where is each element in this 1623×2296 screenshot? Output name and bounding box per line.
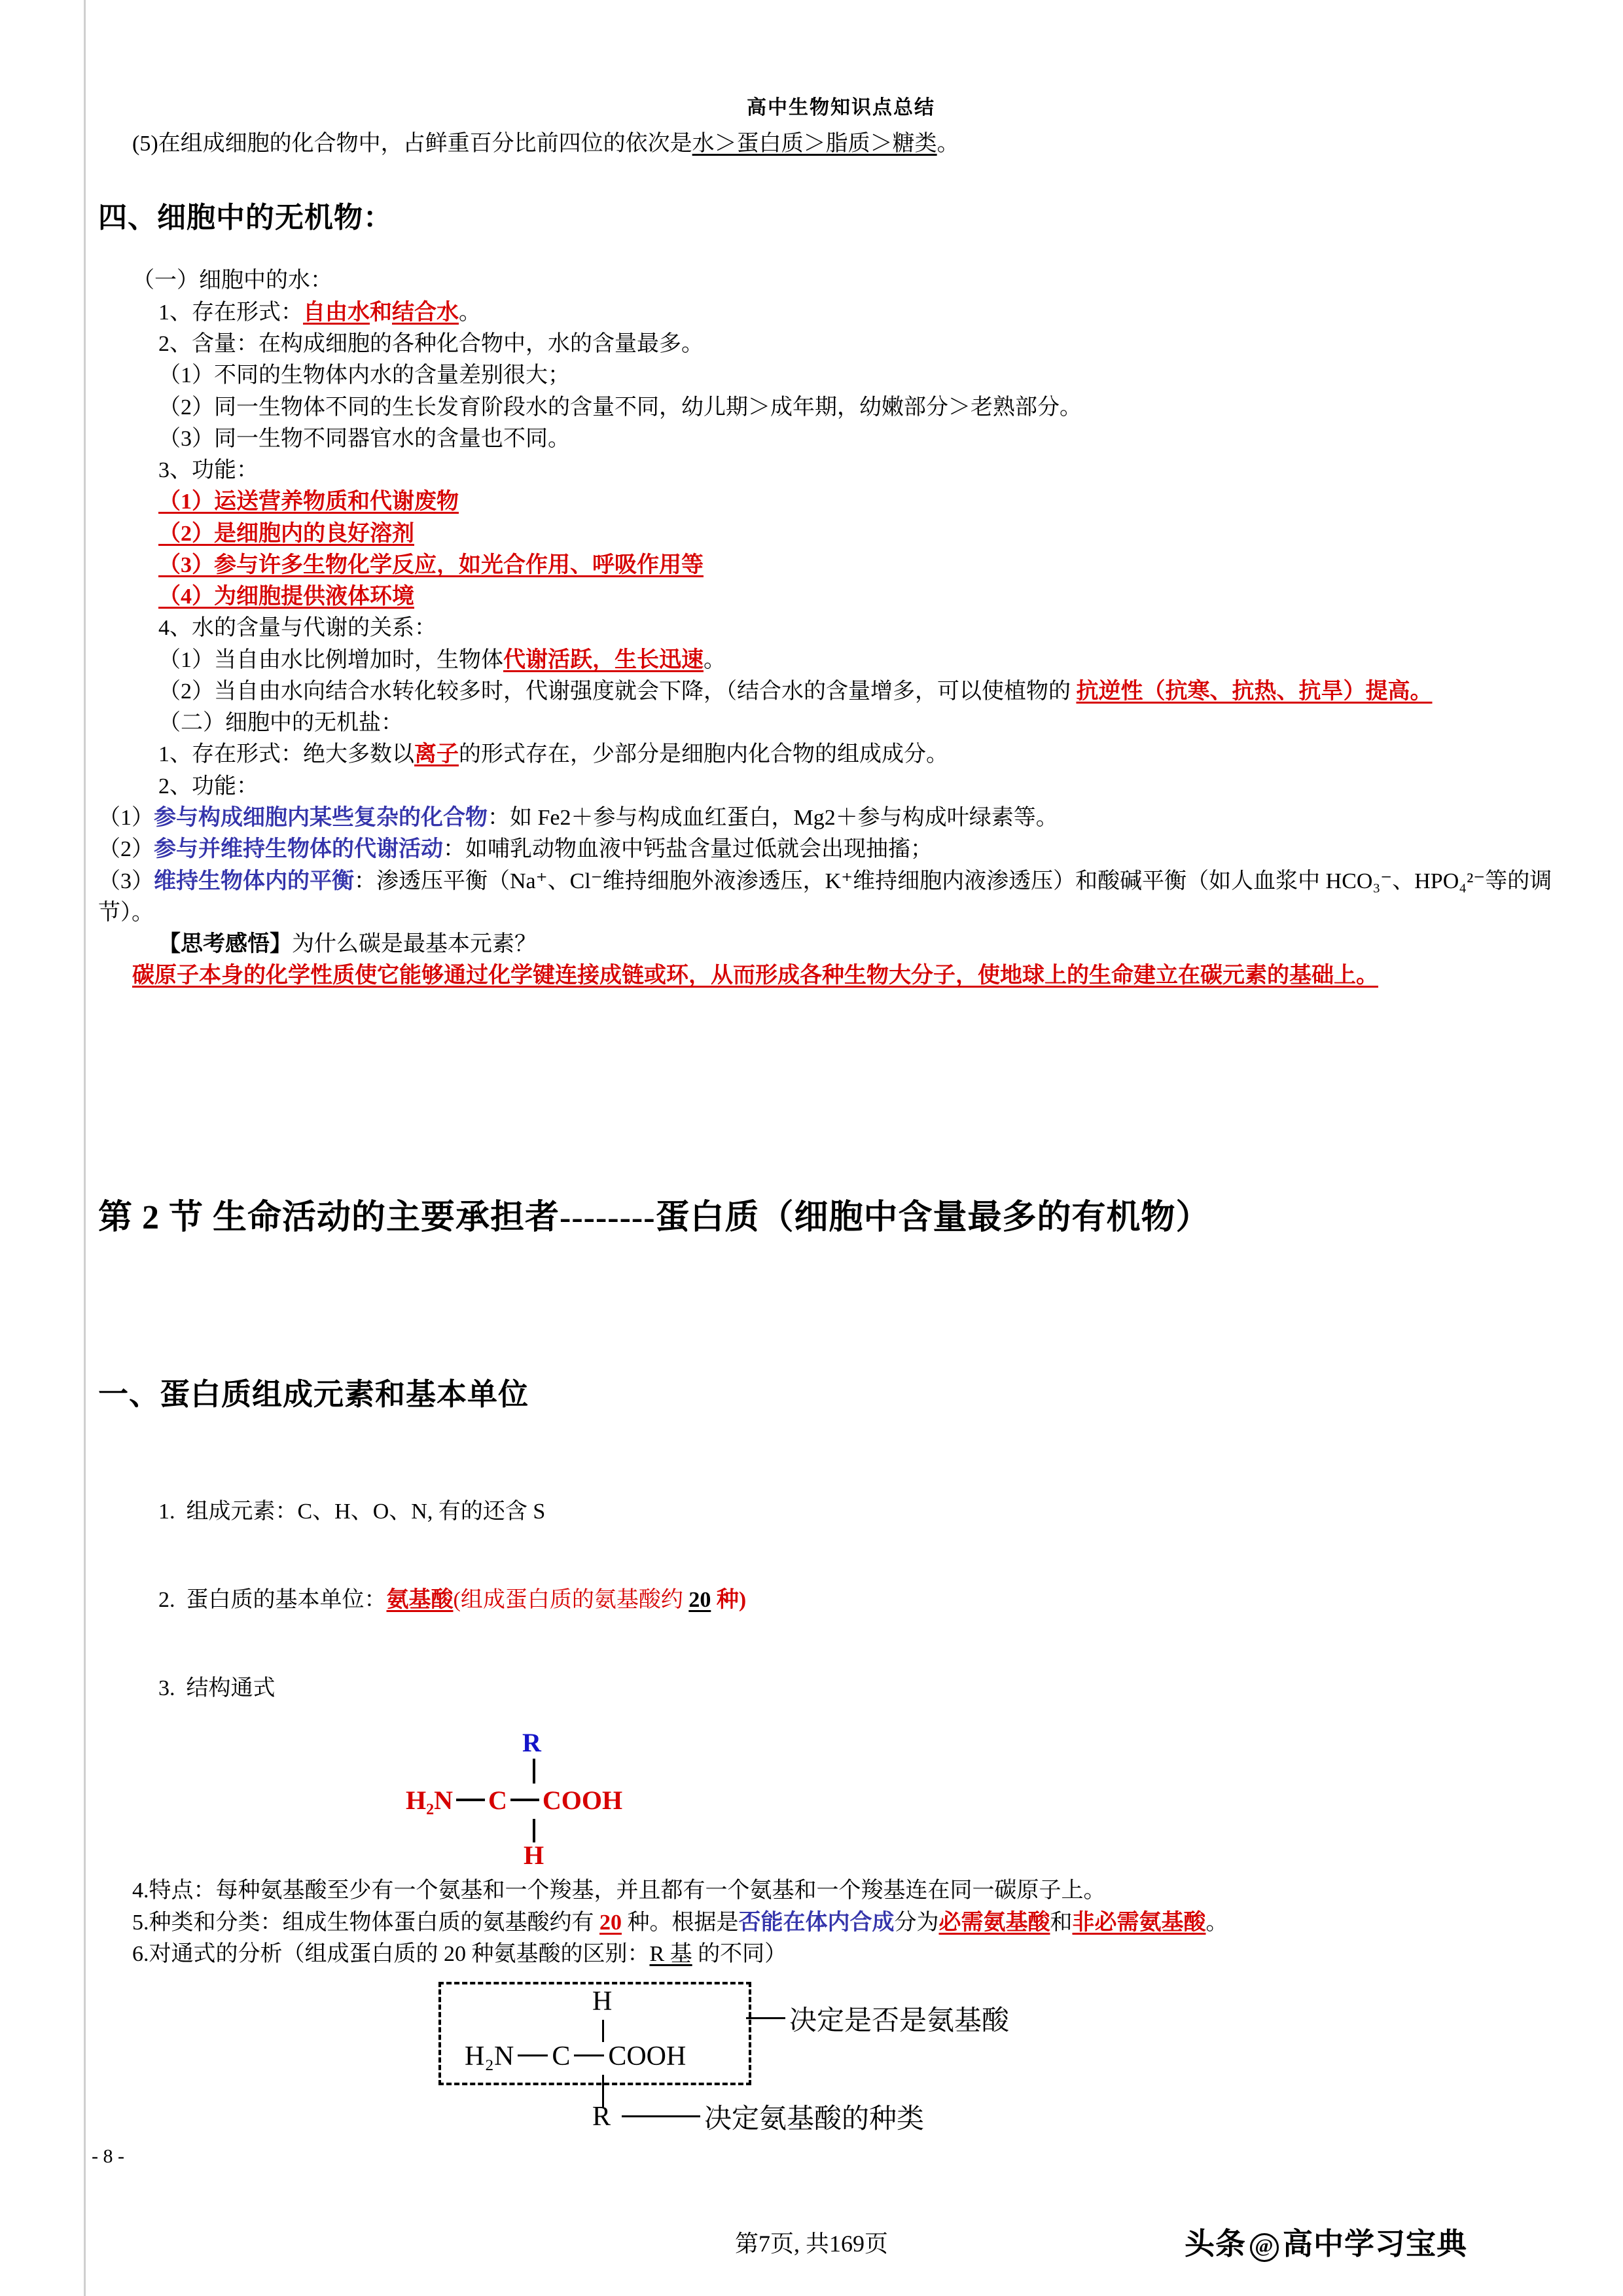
jie2-item-4-num: 4. <box>132 1878 149 1903</box>
item-5-underlined: 水＞蛋白质＞脂质＞糖类 <box>692 132 937 156</box>
reflection-question-line <box>98 929 1584 960</box>
jie2-item-1-text: 组成元素：C、H、O、N, 有的还含 S <box>186 1499 546 1524</box>
formula2-leader-line-bottom <box>622 2115 700 2117</box>
formula2-r-group: R <box>592 2102 611 2132</box>
water-form-tail: 。 <box>459 300 481 325</box>
water-content-item-3: （3）同一生物不同器官水的含量也不同。 <box>158 426 570 451</box>
formula1-top-bond <box>533 1759 535 1784</box>
jie2-item-5-count: 20 <box>599 1910 622 1935</box>
page-mark: - 8 - <box>92 2145 124 2167</box>
page-content <box>98 0 1584 2140</box>
salt-function-2-rest: ：如哺乳动物血液中钙盐含量过低就会出现抽搐； <box>443 837 933 862</box>
salt-function-2-num: （2） <box>98 837 154 862</box>
formula1-bottom-bond <box>533 1819 535 1842</box>
formula2-amino-group: H₂N <box>465 2041 514 2072</box>
jie2-item-5-mid: 种。根据是 <box>622 1910 739 1935</box>
formula2-bond-right <box>574 2054 604 2056</box>
salt-function-label: 2、功能： <box>158 774 259 798</box>
water-metabolism-line-1 <box>98 645 1584 676</box>
at-icon: @ <box>1250 2233 1279 2262</box>
formula2-label-bottom: 决定氨基酸的种类 <box>704 2104 925 2135</box>
water-function-3: （3）参与许多生物化学反应，如光合作用、呼吸作用等 <box>158 552 704 577</box>
jie2-item-6-lead: 对通式的分析（组成蛋白质的 20 种氨基酸的区别： <box>149 1941 650 1966</box>
watermark-name: 高中学习宝典 <box>1283 2227 1467 2261</box>
item-5-tail: 。 <box>936 132 959 156</box>
formula2-main-chain <box>465 2041 686 2072</box>
formula2-top-bond <box>602 2020 604 2042</box>
jie2-item-5-tail: 。 <box>1205 1910 1228 1935</box>
jie2-item-2-mid: (组成蛋白质的氨基酸约 <box>453 1588 689 1613</box>
water-function-1: （1）运送营养物质和代谢废物 <box>158 490 459 514</box>
water-metabolism-2-lead: （2）当自由水向结合水转化较多时，代谢强度就会下降，（结合水的含量增多，可以使植物的 <box>158 679 1077 704</box>
jie2-item-3 <box>98 1672 1584 1705</box>
document-header: 高中生物知识点总结 <box>747 97 935 118</box>
salt-function-1 <box>98 802 1584 834</box>
amino-acid-analysis-diagram <box>340 1977 1126 2140</box>
page-footer: 第7页, 共169页 <box>734 2231 888 2257</box>
jie2-item-2-aminoacid: 氨基酸 <box>386 1588 454 1613</box>
water-function-label: 3、功能： <box>158 458 259 483</box>
salt-function-1-rest: ：如 Fe2＋参与构成血红蛋白，Mg2＋参与构成叶绿素等。 <box>488 805 1058 830</box>
salt-function-2-key: 参与并维持生物体的代谢活动 <box>154 837 443 862</box>
jie2-item-1 <box>98 1495 1584 1528</box>
page-left-edge <box>84 0 86 2296</box>
jie2-item-5-lead: 种类和分类：组成生物体蛋白质的氨基酸约有 <box>149 1910 599 1935</box>
salt-function-1-num: （1） <box>98 805 154 830</box>
watermark-prefix: 头条 <box>1185 2227 1246 2261</box>
jie2-item-2-num: 2. <box>158 1588 175 1613</box>
water-form-join: 和 <box>370 300 392 325</box>
jie2-item-5-num: 5. <box>132 1910 149 1935</box>
formula2-label-top: 决定是否是氨基酸 <box>789 2006 1010 2037</box>
water-metabolism-2-highlight: 抗逆性（抗寒、抗热、抗旱）提高。 <box>1076 679 1433 704</box>
water-metabolism-1-tail: 。 <box>704 647 726 672</box>
salt-function-3-rest: ：渗透压平衡（Na⁺、Cl⁻维持细胞外液渗透压，K⁺维持细胞内液渗透压）和酸碱平衡（如人血浆中 HCO₃⁻、HPO₄²⁻等的调节）。 <box>98 869 1552 925</box>
water-function-4: （4）为细胞提供液体环境 <box>158 584 414 609</box>
water-form-label: 1、存在形式： <box>158 300 303 325</box>
reflection-label: 【思考感悟】 <box>158 932 292 957</box>
water-content-line: 2、含量：在构成细胞的各种化合物中，水的含量最多。 <box>158 331 704 356</box>
jie2-item-4-text: 特点：每种氨基酸至少有一个氨基和一个羧基，并且都有一个氨基和一个羧基连在同一碳原子上。 <box>149 1878 1106 1903</box>
jie2-item-6-num: 6. <box>132 1941 149 1966</box>
formula1-hydrogen: H <box>524 1840 544 1871</box>
reflection-question: 为什么碳是最基本元素？ <box>292 932 537 957</box>
water-metabolism-line-2 <box>98 676 1584 708</box>
jie2-item-2-lead: 蛋白质的基本单位： <box>186 1588 387 1613</box>
formula1-amino-group: H₂N <box>406 1785 453 1816</box>
formula2-leader-line-top <box>746 2017 785 2019</box>
salt-form-tail: 的形式存在，少部分是细胞内化合物的组成成分。 <box>459 742 948 767</box>
jie2-item-1-num: 1. <box>158 1499 175 1524</box>
jie2-item-5-essential: 必需氨基酸 <box>938 1910 1050 1935</box>
salt-function-3 <box>98 866 1584 929</box>
jie2-item-2-kind: 种) <box>711 1588 747 1613</box>
salt-form-line <box>98 739 1584 770</box>
formula1-bond-right <box>510 1799 539 1801</box>
salt-function-3-key: 维持生物体内的平衡 <box>154 869 354 893</box>
water-form-line <box>98 297 1584 329</box>
water-form-bound: 结合水 <box>392 300 459 325</box>
item-5-line <box>98 128 1584 160</box>
water-content-item-2: （2）同一生物体不同的生长发育阶段水的含量不同，幼儿期＞成年期，幼嫩部分＞老熟部分。 <box>158 395 1082 420</box>
water-heading: （一）细胞中的水： <box>132 268 332 293</box>
salt-heading: （二）细胞中的无机盐： <box>158 711 403 736</box>
section-heading-4: 四、细胞中的无机物： <box>98 202 393 234</box>
jie2-title-paren: （细胞中含量最多的有机物） <box>759 1198 1211 1236</box>
jie2-item-6-tail: 的不同） <box>692 1941 787 1966</box>
formula1-r-group: R <box>522 1728 541 1758</box>
salt-form-ion: 离子 <box>414 742 459 767</box>
jie2-item-5-join: 和 <box>1050 1910 1073 1935</box>
water-function-2: （2）是细胞内的良好溶剂 <box>158 521 414 546</box>
jie2-item-6 <box>98 1939 1584 1970</box>
amino-acid-formula-diagram <box>406 1727 681 1871</box>
jie2-item-2-count: 20 <box>688 1588 711 1613</box>
formula1-bond-left <box>456 1799 485 1801</box>
jie2-item-5-mid2: 分为 <box>894 1910 939 1935</box>
formula2-carbon: C <box>552 2041 571 2072</box>
jie2-item-3-num: 3. <box>158 1676 175 1701</box>
water-metabolism-1-lead: （1）当自由水比例增加时，生物体 <box>158 647 503 672</box>
formula2-carboxyl-group: COOH <box>608 2041 687 2072</box>
formula2-bond-left <box>518 2054 548 2056</box>
jie2-item-5-nonessential: 非必需氨基酸 <box>1072 1910 1206 1935</box>
jie2-title-main: 第 2 节 生命活动的主要承担者--------蛋白质 <box>98 1198 760 1236</box>
water-metabolism-1-highlight: 代谢活跃，生长迅速 <box>503 647 704 672</box>
formula1-carboxyl-group: COOH <box>542 1785 623 1816</box>
water-metabolism-label: 4、水的含量与代谢的关系： <box>158 616 437 641</box>
jie2-item-4 <box>98 1875 1584 1907</box>
formula2-hydrogen: H <box>592 1986 613 2017</box>
jie2-item-3-text: 结构通式 <box>186 1676 276 1701</box>
salt-form-lead: 1、存在形式：绝大多数以 <box>158 742 414 767</box>
salt-function-2 <box>98 834 1584 865</box>
jie2-item-6-rgroup: R 基 <box>649 1941 692 1966</box>
water-content-item-1: （1）不同的生物体内水的含量差别很大； <box>158 363 570 388</box>
salt-function-1-key: 参与构成细胞内某些复杂的化合物 <box>154 805 488 830</box>
salt-function-3-num: （3） <box>98 869 154 893</box>
jie2-item-5 <box>98 1907 1584 1939</box>
formula1-carbon: C <box>488 1785 507 1816</box>
water-form-free: 自由水 <box>303 300 370 325</box>
jie2-item-5-blue: 否能在体内合成 <box>738 1910 895 1935</box>
jie2-item-2 <box>98 1583 1584 1617</box>
jie2-title <box>98 1196 1584 1239</box>
jie2-heading-one: 一、蛋白质组成元素和基本单位 <box>98 1377 529 1411</box>
watermark <box>1185 2220 1467 2263</box>
item-5-lead: (5)在组成细胞的化合物中，占鲜重百分比前四位的依次是 <box>132 132 692 156</box>
formula1-main-chain <box>406 1785 622 1816</box>
reflection-answer: 碳原子本身的化学性质使它能够通过化学键连接成链或环，从而形成各种生物大分子，使地球上的生命建立在碳元素的基础上。 <box>132 963 1378 988</box>
